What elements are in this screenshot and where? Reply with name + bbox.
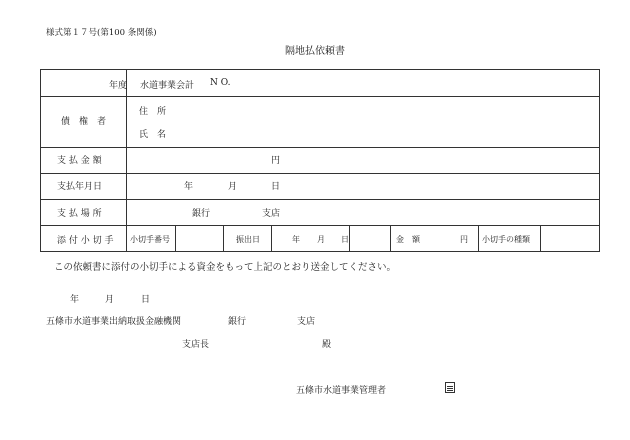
cell-divider <box>271 225 272 252</box>
cell-divider <box>349 225 350 252</box>
label-column-divider <box>126 70 127 252</box>
request-text: この依頼書に添付の小切手による資金をもって上記のとおり送金してください。 <box>54 262 397 273</box>
issue-day: 日 <box>341 235 349 244</box>
row-divider <box>41 173 599 174</box>
row-divider <box>41 96 599 97</box>
issue-month: 月 <box>317 235 325 244</box>
row-divider <box>41 147 599 148</box>
fiscal-year-label: 年度 <box>109 81 128 91</box>
sender-name: 五條市水道事業管理者 <box>296 386 387 396</box>
check-label: 添 付 小 切 手 <box>57 236 114 246</box>
amount-yen: 円 <box>271 156 281 166</box>
pay-date-year: 年 <box>184 182 194 192</box>
money-label: 金 額 <box>396 235 420 244</box>
institution-bank: 銀行 <box>228 317 247 327</box>
account-name: 水道事業会計 <box>140 81 195 91</box>
cell-divider <box>540 225 541 252</box>
check-type-label: 小切手の種類 <box>482 235 530 244</box>
cell-divider <box>478 225 479 252</box>
check-number-label: 小切手番号 <box>130 235 170 244</box>
row-divider <box>41 225 599 226</box>
pay-date-day: 日 <box>271 182 281 192</box>
name-label: 氏 名 <box>139 130 167 140</box>
pay-date-month: 月 <box>228 182 238 192</box>
cell-divider <box>175 225 176 252</box>
amount-label: 支 払 金 額 <box>57 156 102 166</box>
number-label: N O. <box>210 78 231 88</box>
place-label: 支 払 場 所 <box>57 209 102 219</box>
form-number: 様式第１７号(第100 条関係) <box>46 28 157 38</box>
branch-manager: 支店長 <box>182 340 210 350</box>
money-yen: 円 <box>460 235 468 244</box>
date-month: 月 <box>105 295 115 305</box>
cell-divider <box>390 225 391 252</box>
date-year: 年 <box>70 295 80 305</box>
issue-date-label: 振出日 <box>236 235 260 244</box>
row-divider <box>41 199 599 200</box>
address-label: 住 所 <box>139 107 167 117</box>
request-form-table <box>40 69 600 252</box>
cell-divider <box>223 225 224 252</box>
institution-branch: 支店 <box>297 317 316 327</box>
pay-date-label: 支払年月日 <box>57 182 103 192</box>
issue-year: 年 <box>292 235 300 244</box>
honorific: 殿 <box>322 340 332 350</box>
date-day: 日 <box>141 295 151 305</box>
place-bank: 銀行 <box>192 209 211 219</box>
seal-icon <box>445 382 455 393</box>
document-title: 隔地払依頼書 <box>285 46 345 57</box>
institution-name: 五條市水道事業出納取扱金融機関 <box>46 317 182 327</box>
creditor-label: 債 権 者 <box>61 117 107 127</box>
place-branch: 支店 <box>262 209 281 219</box>
